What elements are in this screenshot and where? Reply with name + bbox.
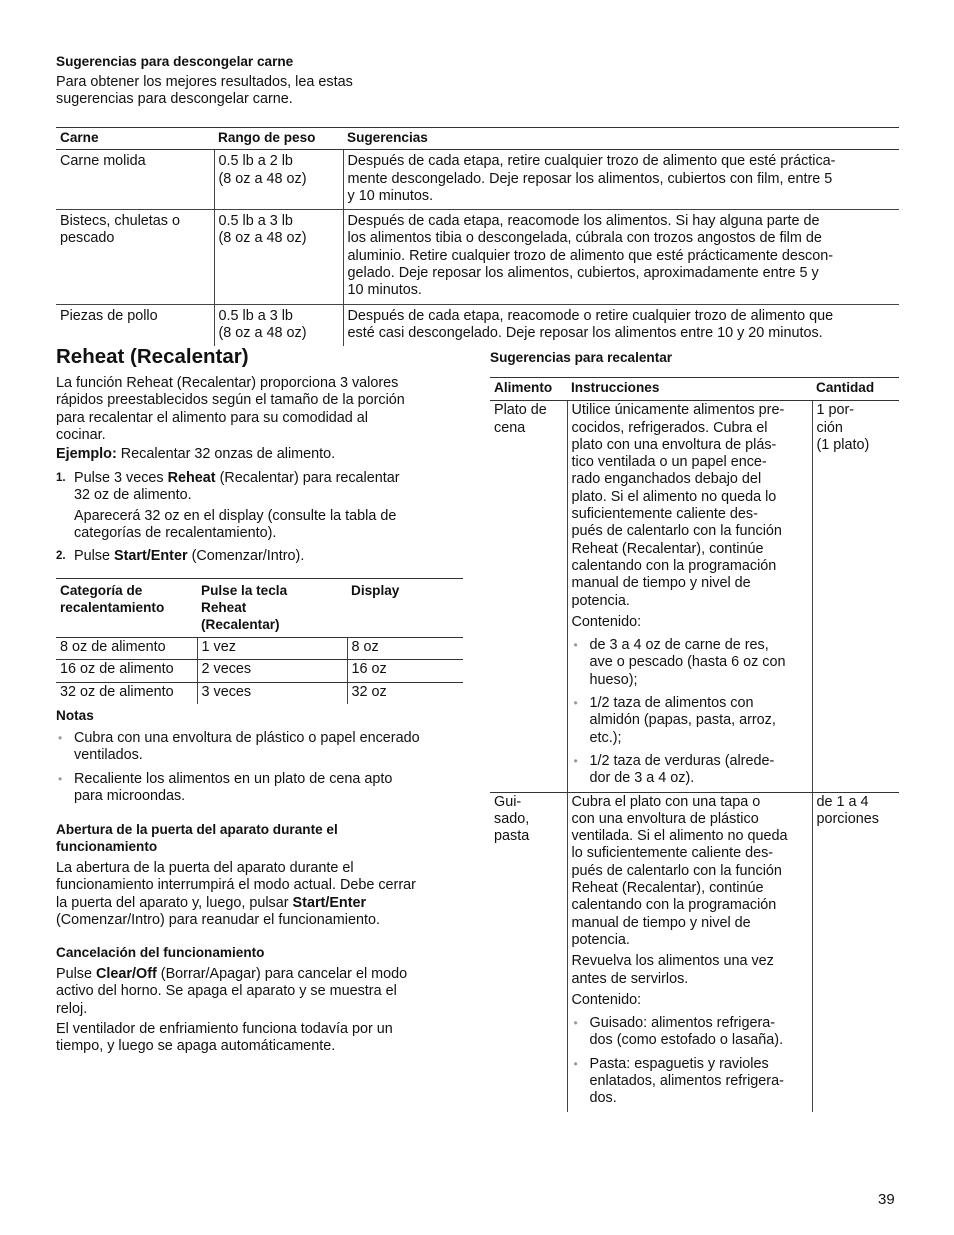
door-text — [56, 860, 466, 929]
instr-line: pués de calentarlo con la función — [571, 862, 782, 879]
list-item — [572, 1056, 808, 1108]
reheat-tips-header — [490, 378, 899, 401]
qty-line: porciones — [816, 810, 879, 827]
header-line: (Recalentar) — [201, 617, 280, 632]
instr-line: potencia. — [571, 592, 630, 609]
thaw-weight-cell — [214, 150, 343, 210]
instr-line: Cubra el plato con una tapa o — [571, 793, 761, 810]
instr-line: Reheat (Recalentar), continúe — [571, 540, 764, 557]
quantity-cell — [812, 792, 899, 1112]
food-cell — [490, 792, 567, 1112]
qty-line: de 1 a 4 — [816, 793, 869, 810]
reheat-step-2 — [56, 548, 466, 565]
reheat-tips-table — [490, 377, 899, 1112]
start-key-label: Start/Enter — [292, 894, 367, 911]
door-part: la puerta del aparato y, luego, pulsar — [56, 894, 293, 911]
notes-list — [56, 730, 466, 805]
page-number: 39 — [878, 1191, 895, 1208]
display-header: Display — [347, 579, 463, 638]
table-row — [56, 150, 899, 210]
door-title — [56, 821, 338, 855]
header-line: Categoría de — [60, 583, 143, 598]
press-cell: 3 veces — [197, 682, 347, 704]
reheat-title: Reheat (Recalentar) — [56, 345, 249, 368]
reheat-category-table — [56, 578, 463, 704]
display-cell: 32 oz — [347, 682, 463, 704]
stir-line: antes de servirlos. — [571, 970, 689, 987]
reheat-step-1 — [56, 470, 466, 542]
cancel-line: activo del horno. Se apaga el aparato y se muestra el — [56, 983, 397, 1000]
fan-line: El ventilador de enfriamiento funciona todavía por un — [56, 1020, 393, 1037]
thaw-heading: Sugerencias para descongelar carne — [56, 54, 294, 69]
instr-line: suficientemente caliente des- — [571, 506, 758, 523]
contents-label: Contenido: — [571, 613, 642, 630]
header-line: Pulse la tecla — [201, 583, 288, 598]
thaw-meat-cell: Carne molida — [56, 150, 214, 210]
instr-line: calentando con la programación — [571, 557, 777, 574]
table-row — [56, 682, 463, 704]
reheat-intro-line: rápidos preestablecidos según el tamaño de la porción — [56, 392, 405, 409]
display-cell: 8 oz — [347, 638, 463, 660]
thaw-table — [56, 127, 899, 346]
cancel-line — [56, 966, 466, 983]
step-note-line: Aparecerá 32 oz en el display (consulte la tabla de — [74, 507, 397, 524]
table-row — [56, 660, 463, 682]
instr-line: manual de tiempo y nivel de — [571, 914, 751, 931]
bullet-line: etc.); — [589, 729, 622, 746]
instructions-cell — [567, 792, 812, 1112]
thaw-meat-cell: Piezas de pollo — [60, 307, 158, 324]
reheat-key-label: Reheat — [167, 470, 216, 486]
qty-line: (1 plato) — [816, 436, 870, 453]
example-label: Ejemplo: — [56, 446, 117, 462]
table-row — [56, 304, 899, 346]
instr-line: calentando con la programación — [571, 897, 777, 914]
cancel-text — [56, 966, 466, 1055]
cancel-title: Cancelación del funcionamiento — [56, 945, 265, 960]
step-part: (Recalentar) para recalentar — [215, 470, 400, 486]
door-line: funcionamiento interrumpirá el modo actual. Debe cerrar — [56, 877, 416, 894]
instr-line: rado enganchados debajo del — [571, 471, 762, 488]
food-line: sado, — [494, 810, 530, 827]
category-header — [56, 579, 197, 638]
reheat-tips-heading: Sugerencias para recalentar — [490, 350, 673, 365]
stir-line: Revuelva los alimentos una vez — [571, 953, 774, 970]
list-item — [572, 695, 808, 747]
weight-line: (8 oz a 48 oz) — [218, 324, 307, 341]
step-part: Pulse 3 veces — [74, 470, 168, 486]
food-cell — [490, 401, 567, 792]
bullet-line: • de 3 a 4 oz de carne de res, — [589, 637, 769, 654]
note-line: ventilados. — [74, 747, 143, 764]
press-cell: 2 veces — [197, 660, 347, 682]
start-key-label: Start/Enter — [114, 548, 188, 564]
door-line: (Comenzar/Intro) para reanudar el funcionamiento. — [56, 911, 380, 928]
food-line: pasta — [494, 828, 530, 845]
instr-line: cocidos, refrigerados. Cubra el — [571, 419, 768, 436]
press-header — [197, 579, 347, 638]
thaw-intro-line: Para obtener los mejores resultados, lea estas — [56, 74, 353, 90]
door-title-line: funcionamiento — [56, 839, 158, 854]
step-line — [74, 470, 466, 487]
bullet-line: dor de 3 a 4 oz). — [589, 770, 695, 787]
tip-line: gelado. Deje reposar los alimentos, cubiertos, aproximadamente entre 5 y — [347, 265, 819, 282]
qty-line: 1 por- — [816, 402, 855, 419]
note-line: para microondas. — [74, 787, 186, 804]
weight-line: 0.5 lb a 3 lb — [218, 213, 293, 230]
instr-line: Reheat (Recalentar), continúe — [571, 880, 764, 897]
thaw-tip-cell — [343, 210, 899, 304]
press-cell: 1 vez — [197, 638, 347, 660]
meat-line: Bistecs, chuletas o — [60, 213, 180, 230]
tip-line: los alimentos tibia o descongelada, cúbrala con trozos angostos de film de — [347, 230, 822, 247]
cancel-line: reloj. — [56, 1000, 88, 1017]
instr-line: potencia. — [571, 931, 630, 948]
list-item — [56, 771, 466, 806]
step-part: Pulse — [74, 548, 114, 564]
bullet-line: almidón (papas, pasta, arroz, — [589, 712, 776, 729]
step-number: 2. — [56, 550, 66, 562]
bullet-line: ave o pescado (hasta 6 oz con — [589, 654, 786, 671]
tip-line: Después de cada etapa, reacomode o retire cualquier trozo de alimento que — [347, 307, 834, 324]
list-item — [572, 1015, 808, 1050]
contents-label: Contenido: — [571, 991, 642, 1008]
thaw-header-tips: Sugerencias — [343, 128, 899, 150]
reheat-intro-line: La función Reheat (Recalentar) proporciona 3 valores — [56, 375, 399, 391]
table-row — [56, 210, 899, 304]
display-cell: 16 oz — [347, 660, 463, 682]
instr-line: ventilada. Si el alimento no queda — [571, 828, 788, 845]
bullet-line: dos. — [589, 1090, 617, 1107]
reheat-intro — [56, 375, 466, 444]
instr-line: pués de calentarlo con la función — [571, 523, 782, 540]
step-part: (Comenzar/Intro). — [187, 548, 305, 564]
instructions-cell — [567, 401, 812, 792]
reheat-intro-line: cocinar. — [56, 426, 106, 443]
instr-line: plato con una envoltura de plás- — [571, 436, 777, 453]
instr-line: plato. Si el alimento no queda lo — [571, 488, 777, 505]
instr-line: lo suficientemente caliente des- — [571, 845, 774, 862]
instr-line: manual de tiempo y nivel de — [571, 575, 751, 592]
tip-line: Después de cada etapa, retire cualquier trozo de alimento que esté práctica- — [347, 153, 836, 170]
table-row — [490, 401, 899, 792]
weight-line: (8 oz a 48 oz) — [218, 230, 307, 247]
tip-line: esté casi descongelado. Deje reposar los alimentos entre 10 y 20 minutos. — [347, 324, 823, 341]
bullet-line: • Guisado: alimentos refrigera- — [589, 1015, 776, 1032]
food-header: Alimento — [490, 378, 567, 401]
note-line: • Recaliente los alimentos en un plato de cena apto — [74, 770, 393, 787]
cancel-part: (Borrar/Apagar) para cancelar el modo — [156, 966, 408, 982]
door-line: La abertura de la puerta del aparato durante el — [56, 860, 354, 876]
bullet-line: • 1/2 taza de verduras (alrede- — [589, 752, 775, 769]
step-number: 1. — [56, 472, 66, 484]
table-row — [56, 638, 463, 660]
category-cell: 32 oz de alimento — [60, 683, 174, 700]
example-text: Recalentar 32 onzas de alimento. — [116, 446, 336, 462]
reheat-intro-line: para recalentar el alimento para su comodidad al — [56, 409, 368, 426]
notes-title: Notas — [56, 708, 94, 723]
thaw-header-weight: Rango de peso — [214, 128, 343, 150]
cancel-part: Pulse — [56, 966, 96, 982]
thaw-meat-cell — [56, 210, 214, 304]
qty-line: ción — [816, 419, 843, 436]
header-line: Reheat — [201, 600, 247, 615]
instr-line: tico ventilada o un papel ence- — [571, 454, 767, 471]
instr-line: Utilice únicamente alimentos pre- — [571, 402, 785, 419]
table-row — [490, 792, 899, 1112]
door-title-line: Abertura de la puerta del aparato durante el — [56, 822, 338, 837]
step-line: 32 oz de alimento. — [74, 487, 192, 504]
thaw-weight-cell — [214, 304, 343, 346]
weight-line: 0.5 lb a 2 lb — [218, 153, 293, 170]
step-text — [56, 470, 466, 542]
thaw-tip-cell — [343, 304, 899, 346]
step-note-line: categorías de recalentamiento). — [74, 524, 277, 541]
quantity-header: Cantidad — [812, 378, 899, 401]
meat-line: pescado — [60, 230, 115, 247]
instructions-header: Instrucciones — [567, 378, 812, 401]
bullet-line: dos (como estofado o lasaña). — [589, 1032, 784, 1049]
reheat-category-header — [56, 579, 463, 638]
food-line: Gui- — [494, 793, 522, 810]
thaw-intro — [56, 74, 456, 109]
tip-line: mente descongelado. Deje reposar los alimentos, cubiertos con film, entre 5 — [347, 170, 833, 187]
tip-line: Después de cada etapa, reacomode los alimentos. Si hay alguna parte de — [347, 213, 820, 230]
thaw-header-meat: Carne — [56, 128, 214, 150]
bullet-line: • 1/2 taza de alimentos con — [589, 695, 754, 712]
instr-line: con una envoltura de plástico — [571, 810, 759, 827]
door-line — [56, 895, 466, 912]
bullet-line: enlatados, alimentos refrigera- — [589, 1072, 784, 1089]
fan-line: tiempo, y luego se apaga automáticamente. — [56, 1038, 336, 1055]
food-line: Plato de — [494, 402, 547, 419]
clear-key-label: Clear/Off — [96, 966, 157, 982]
food-line: cena — [494, 419, 526, 436]
category-cell: 8 oz de alimento — [56, 638, 197, 660]
quantity-cell — [812, 401, 899, 792]
tip-line: y 10 minutos. — [347, 187, 434, 204]
step-line — [56, 548, 466, 565]
bullet-line: hueso); — [589, 671, 638, 688]
list-item — [56, 730, 466, 765]
thaw-tip-cell — [343, 150, 899, 210]
weight-line: (8 oz a 48 oz) — [218, 170, 307, 187]
bullet-line: • Pasta: espaguetis y ravioles — [589, 1055, 769, 1072]
tip-line: aluminio. Retire cualquier trozo de alimento que esté prácticamente descon- — [347, 247, 834, 264]
thaw-intro-line: sugerencias para descongelar carne. — [56, 91, 293, 108]
list-item — [572, 637, 808, 689]
category-cell: 16 oz de alimento — [56, 660, 197, 682]
header-line: recalentamiento — [60, 600, 165, 615]
tip-line: 10 minutos. — [347, 282, 422, 299]
weight-line: 0.5 lb a 3 lb — [218, 307, 293, 324]
thaw-weight-cell — [214, 210, 343, 304]
thaw-table-header — [56, 128, 899, 150]
list-item — [572, 753, 808, 788]
reheat-example — [56, 446, 335, 463]
note-line: • Cubra con una envoltura de plástico o papel encerado — [74, 730, 420, 746]
